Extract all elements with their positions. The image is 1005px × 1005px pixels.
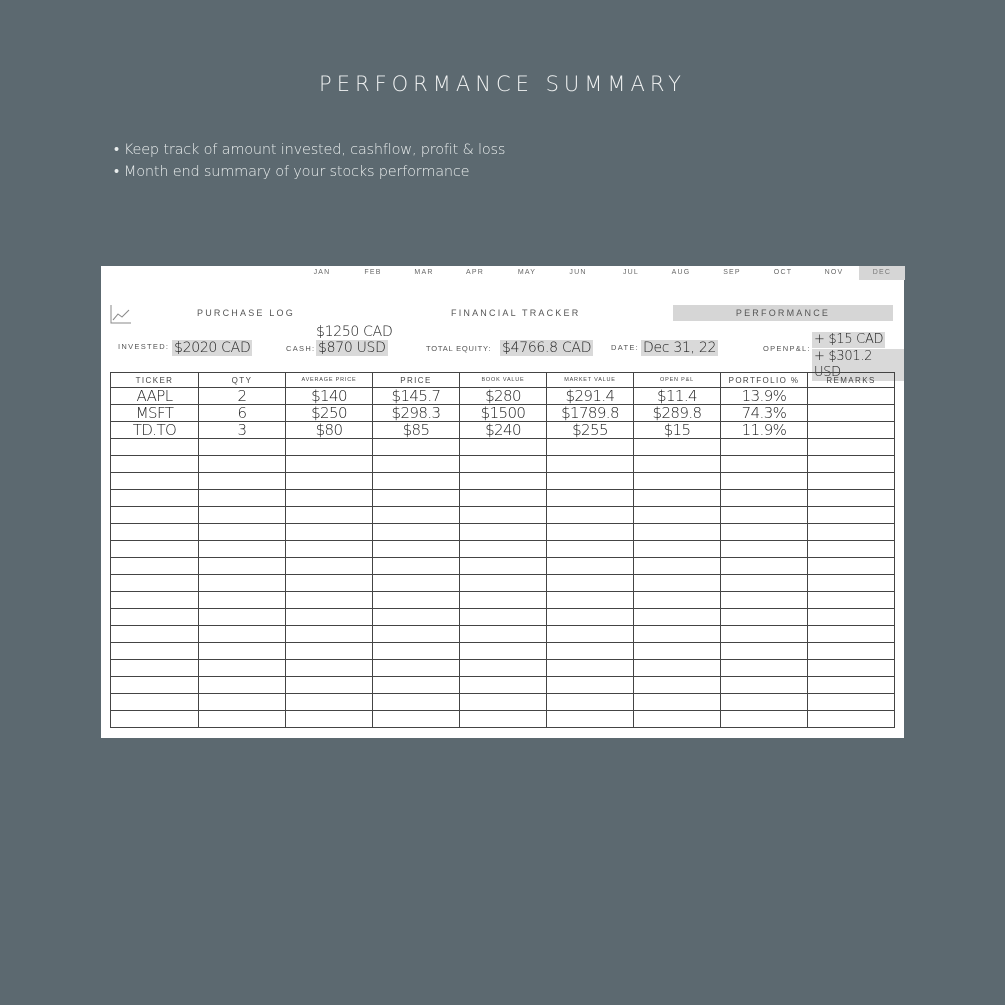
cell-price[interactable]: $298.3: [373, 405, 460, 422]
empty-cell[interactable]: [111, 677, 199, 694]
empty-cell[interactable]: [721, 694, 808, 711]
empty-cell[interactable]: [721, 660, 808, 677]
empty-table-row: [111, 490, 895, 507]
empty-cell[interactable]: [460, 660, 547, 677]
empty-cell[interactable]: [634, 473, 721, 490]
empty-cell[interactable]: [547, 643, 634, 660]
table-row: [111, 405, 895, 422]
col-header-open-pl: OPEN P&L: [634, 373, 721, 388]
empty-cell[interactable]: [460, 456, 547, 473]
empty-cell[interactable]: [808, 456, 895, 473]
empty-cell[interactable]: [286, 507, 373, 524]
month-tab-jun[interactable]: JUN: [569, 269, 587, 276]
empty-cell[interactable]: [547, 626, 634, 643]
empty-cell[interactable]: [634, 456, 721, 473]
month-tab-nov[interactable]: NOV: [824, 269, 844, 276]
month-tab-aug[interactable]: AUG: [671, 269, 691, 276]
performance-sheet: [101, 266, 904, 738]
col-header-portfolio-pct: PORTFOLIO %: [721, 373, 808, 388]
empty-cell[interactable]: [547, 541, 634, 558]
empty-cell[interactable]: [111, 626, 199, 643]
empty-cell[interactable]: [373, 439, 460, 456]
cash-value-usd: $870 USD: [318, 340, 386, 356]
empty-cell[interactable]: [286, 694, 373, 711]
empty-cell[interactable]: [373, 660, 460, 677]
empty-cell[interactable]: [111, 439, 199, 456]
nav-financial-tracker[interactable]: FINANCIAL TRACKER: [451, 308, 581, 318]
empty-cell[interactable]: [547, 490, 634, 507]
empty-cell[interactable]: [808, 694, 895, 711]
empty-cell[interactable]: [373, 490, 460, 507]
empty-cell[interactable]: [199, 711, 286, 728]
empty-cell[interactable]: [721, 711, 808, 728]
empty-cell[interactable]: [721, 524, 808, 541]
empty-cell[interactable]: [634, 541, 721, 558]
empty-cell[interactable]: [460, 558, 547, 575]
cell-qty[interactable]: 3: [199, 422, 286, 439]
open-pl-value-cad: + $15 CAD: [814, 332, 884, 347]
table-header-row: [111, 373, 895, 388]
empty-table-row: [111, 575, 895, 592]
empty-cell[interactable]: [547, 473, 634, 490]
empty-cell[interactable]: [286, 558, 373, 575]
empty-cell[interactable]: [547, 439, 634, 456]
month-tab-sep[interactable]: SEP: [723, 269, 741, 276]
empty-cell[interactable]: [286, 609, 373, 626]
month-tab-mar[interactable]: MAR: [414, 269, 434, 276]
empty-cell[interactable]: [111, 490, 199, 507]
empty-cell[interactable]: [111, 473, 199, 490]
empty-cell[interactable]: [808, 626, 895, 643]
empty-cell[interactable]: [460, 677, 547, 694]
cell-book-value[interactable]: $240: [460, 422, 547, 439]
col-header-average-price: AVERAGE PRICE: [286, 373, 373, 388]
empty-cell[interactable]: [373, 609, 460, 626]
empty-cell[interactable]: [808, 660, 895, 677]
total-equity-value: $4766.8 CAD: [502, 340, 592, 356]
empty-cell[interactable]: [808, 558, 895, 575]
cell-price[interactable]: $85: [373, 422, 460, 439]
empty-table-row: [111, 626, 895, 643]
empty-cell[interactable]: [721, 558, 808, 575]
cell-portfolio-pct[interactable]: 13.9%: [721, 388, 808, 405]
empty-cell[interactable]: [460, 643, 547, 660]
feature-item: • Keep track of amount invested, cashflow, profit & loss: [114, 139, 505, 161]
cell-average-price[interactable]: $250: [286, 405, 373, 422]
open-pl-value-usd: + $301.2 USD: [812, 349, 904, 381]
empty-table-row: [111, 473, 895, 490]
cell-ticker[interactable]: AAPL: [111, 388, 199, 405]
empty-cell[interactable]: [286, 575, 373, 592]
month-tab-feb[interactable]: FEB: [364, 269, 382, 276]
empty-cell[interactable]: [721, 609, 808, 626]
empty-cell[interactable]: [373, 524, 460, 541]
empty-cell[interactable]: [634, 694, 721, 711]
empty-table-row: [111, 643, 895, 660]
empty-cell[interactable]: [111, 592, 199, 609]
empty-cell[interactable]: [199, 660, 286, 677]
feature-list: [114, 139, 505, 183]
cell-ticker[interactable]: TD.TO: [111, 422, 199, 439]
empty-cell[interactable]: [199, 694, 286, 711]
month-tab-apr[interactable]: APR: [466, 269, 484, 276]
cell-open-pl[interactable]: $11.4: [634, 388, 721, 405]
cell-portfolio-pct[interactable]: 11.9%: [721, 422, 808, 439]
empty-cell[interactable]: [547, 558, 634, 575]
empty-cell[interactable]: [634, 609, 721, 626]
empty-cell[interactable]: [199, 643, 286, 660]
empty-cell[interactable]: [547, 524, 634, 541]
empty-cell[interactable]: [111, 609, 199, 626]
cell-remarks[interactable]: [808, 422, 895, 439]
empty-cell[interactable]: [460, 541, 547, 558]
empty-cell[interactable]: [634, 660, 721, 677]
empty-cell[interactable]: [460, 592, 547, 609]
table-row: [111, 422, 895, 439]
empty-cell[interactable]: [199, 524, 286, 541]
invested-value: $2020 CAD: [174, 340, 251, 356]
col-header-ticker: TICKER: [111, 373, 199, 388]
empty-cell[interactable]: [199, 439, 286, 456]
empty-cell[interactable]: [634, 558, 721, 575]
month-tab-jul[interactable]: JUL: [622, 269, 640, 276]
cell-remarks[interactable]: [808, 388, 895, 405]
empty-cell[interactable]: [460, 473, 547, 490]
cell-price[interactable]: $145.7: [373, 388, 460, 405]
month-tab-oct[interactable]: OCT: [773, 269, 793, 276]
empty-cell[interactable]: [199, 592, 286, 609]
empty-cell[interactable]: [286, 711, 373, 728]
empty-cell[interactable]: [808, 711, 895, 728]
empty-cell[interactable]: [721, 541, 808, 558]
empty-cell[interactable]: [373, 575, 460, 592]
cell-open-pl[interactable]: $289.8: [634, 405, 721, 422]
table-body: [111, 388, 895, 728]
empty-cell[interactable]: [460, 694, 547, 711]
empty-cell[interactable]: [373, 558, 460, 575]
empty-cell[interactable]: [547, 575, 634, 592]
col-header-qty: QTY: [199, 373, 286, 388]
empty-cell[interactable]: [286, 677, 373, 694]
empty-cell[interactable]: [721, 456, 808, 473]
empty-cell[interactable]: [634, 592, 721, 609]
empty-cell[interactable]: [111, 456, 199, 473]
empty-cell[interactable]: [111, 524, 199, 541]
empty-cell[interactable]: [286, 626, 373, 643]
empty-cell[interactable]: [373, 507, 460, 524]
invested-label: INVESTED:: [118, 342, 170, 351]
empty-cell[interactable]: [808, 609, 895, 626]
empty-cell[interactable]: [808, 643, 895, 660]
empty-cell[interactable]: [286, 643, 373, 660]
empty-cell[interactable]: [721, 592, 808, 609]
empty-cell[interactable]: [460, 711, 547, 728]
empty-cell[interactable]: [199, 490, 286, 507]
empty-cell[interactable]: [373, 694, 460, 711]
empty-cell[interactable]: [199, 473, 286, 490]
empty-cell[interactable]: [199, 677, 286, 694]
empty-cell[interactable]: [460, 524, 547, 541]
empty-cell[interactable]: [808, 541, 895, 558]
empty-table-row: [111, 524, 895, 541]
empty-cell[interactable]: [460, 575, 547, 592]
line-chart-icon[interactable]: [110, 304, 132, 324]
cell-market-value[interactable]: $255: [547, 422, 634, 439]
empty-cell[interactable]: [111, 558, 199, 575]
cell-qty[interactable]: 2: [199, 388, 286, 405]
empty-table-row: [111, 711, 895, 728]
empty-cell[interactable]: [460, 439, 547, 456]
empty-cell[interactable]: [460, 626, 547, 643]
empty-cell[interactable]: [199, 541, 286, 558]
cell-market-value[interactable]: $291.4: [547, 388, 634, 405]
empty-cell[interactable]: [111, 660, 199, 677]
empty-cell[interactable]: [373, 473, 460, 490]
empty-cell[interactable]: [808, 524, 895, 541]
empty-cell[interactable]: [199, 575, 286, 592]
empty-cell[interactable]: [808, 507, 895, 524]
empty-cell[interactable]: [199, 507, 286, 524]
empty-cell[interactable]: [199, 558, 286, 575]
empty-cell[interactable]: [808, 490, 895, 507]
empty-cell[interactable]: [808, 439, 895, 456]
date-value: Dec 31, 22: [643, 340, 717, 356]
empty-cell[interactable]: [634, 677, 721, 694]
empty-cell[interactable]: [199, 626, 286, 643]
empty-cell[interactable]: [286, 660, 373, 677]
empty-cell[interactable]: [547, 609, 634, 626]
open-pl-label: OPENP&L:: [763, 344, 811, 353]
empty-cell[interactable]: [721, 507, 808, 524]
col-header-market-value: MARKET VALUE: [547, 373, 634, 388]
cell-average-price[interactable]: $140: [286, 388, 373, 405]
empty-cell[interactable]: [547, 677, 634, 694]
month-tab-dec[interactable]: DEC: [859, 266, 905, 280]
empty-cell[interactable]: [547, 694, 634, 711]
empty-table-row: [111, 592, 895, 609]
cell-average-price[interactable]: $80: [286, 422, 373, 439]
empty-cell[interactable]: [634, 643, 721, 660]
empty-cell[interactable]: [634, 575, 721, 592]
empty-cell[interactable]: [808, 473, 895, 490]
month-tab-may[interactable]: MAY: [517, 269, 537, 276]
col-header-remarks: REMARKS: [808, 373, 895, 388]
cash-label: CASH:: [286, 344, 316, 353]
empty-cell[interactable]: [547, 456, 634, 473]
empty-cell[interactable]: [808, 592, 895, 609]
empty-cell[interactable]: [111, 575, 199, 592]
empty-table-row: [111, 677, 895, 694]
empty-cell[interactable]: [286, 524, 373, 541]
empty-cell[interactable]: [460, 490, 547, 507]
holdings-table: [110, 372, 895, 728]
month-tab-jan[interactable]: JAN: [313, 269, 331, 276]
empty-cell[interactable]: [460, 507, 547, 524]
empty-cell[interactable]: [634, 490, 721, 507]
feature-item: • Month end summary of your stocks performance: [114, 161, 505, 183]
cash-value-cad: $1250 CAD: [316, 324, 393, 340]
empty-cell[interactable]: [721, 575, 808, 592]
table-row: [111, 388, 895, 405]
empty-cell[interactable]: [286, 439, 373, 456]
nav-performance[interactable]: PERFORMANCE: [673, 305, 893, 321]
empty-table-row: [111, 694, 895, 711]
empty-cell[interactable]: [547, 660, 634, 677]
empty-cell[interactable]: [286, 541, 373, 558]
empty-cell[interactable]: [373, 643, 460, 660]
month-tabs: [101, 266, 904, 280]
empty-cell[interactable]: [111, 507, 199, 524]
page-title: PERFORMANCE SUMMARY: [319, 72, 686, 96]
empty-cell[interactable]: [111, 643, 199, 660]
empty-cell[interactable]: [721, 643, 808, 660]
empty-cell[interactable]: [634, 507, 721, 524]
empty-cell[interactable]: [808, 677, 895, 694]
empty-cell[interactable]: [721, 473, 808, 490]
empty-cell[interactable]: [199, 609, 286, 626]
cell-portfolio-pct[interactable]: 74.3%: [721, 405, 808, 422]
cell-qty[interactable]: 6: [199, 405, 286, 422]
empty-cell[interactable]: [547, 507, 634, 524]
empty-table-row: [111, 558, 895, 575]
empty-cell[interactable]: [634, 524, 721, 541]
empty-cell[interactable]: [286, 490, 373, 507]
empty-table-row: [111, 507, 895, 524]
col-header-price: PRICE: [373, 373, 460, 388]
empty-cell[interactable]: [373, 677, 460, 694]
empty-cell[interactable]: [721, 490, 808, 507]
empty-cell[interactable]: [373, 456, 460, 473]
cell-remarks[interactable]: [808, 405, 895, 422]
date-label: DATE:: [611, 343, 640, 352]
empty-cell[interactable]: [634, 711, 721, 728]
empty-table-row: [111, 660, 895, 677]
empty-table-row: [111, 541, 895, 558]
cell-book-value[interactable]: $280: [460, 388, 547, 405]
cell-open-pl[interactable]: $15: [634, 422, 721, 439]
total-equity-label: TOTAL EQUITY:: [426, 344, 492, 353]
empty-cell[interactable]: [721, 677, 808, 694]
empty-cell[interactable]: [286, 456, 373, 473]
empty-cell[interactable]: [547, 711, 634, 728]
cell-market-value[interactable]: $1789.8: [547, 405, 634, 422]
col-header-book-value: BOOK VALUE: [460, 373, 547, 388]
empty-cell[interactable]: [721, 439, 808, 456]
empty-cell[interactable]: [634, 626, 721, 643]
empty-cell[interactable]: [460, 609, 547, 626]
empty-cell[interactable]: [373, 711, 460, 728]
cell-ticker[interactable]: MSFT: [111, 405, 199, 422]
empty-cell[interactable]: [373, 541, 460, 558]
empty-cell[interactable]: [373, 626, 460, 643]
empty-cell[interactable]: [373, 592, 460, 609]
empty-table-row: [111, 609, 895, 626]
empty-cell[interactable]: [111, 694, 199, 711]
empty-cell[interactable]: [111, 711, 199, 728]
empty-cell[interactable]: [721, 626, 808, 643]
empty-cell[interactable]: [547, 592, 634, 609]
empty-table-row: [111, 439, 895, 456]
empty-cell[interactable]: [286, 473, 373, 490]
cell-book-value[interactable]: $1500: [460, 405, 547, 422]
empty-cell[interactable]: [634, 439, 721, 456]
empty-cell[interactable]: [199, 456, 286, 473]
empty-cell[interactable]: [808, 575, 895, 592]
empty-cell[interactable]: [286, 592, 373, 609]
empty-table-row: [111, 456, 895, 473]
nav-purchase-log[interactable]: PURCHASE LOG: [197, 308, 295, 318]
empty-cell[interactable]: [111, 541, 199, 558]
